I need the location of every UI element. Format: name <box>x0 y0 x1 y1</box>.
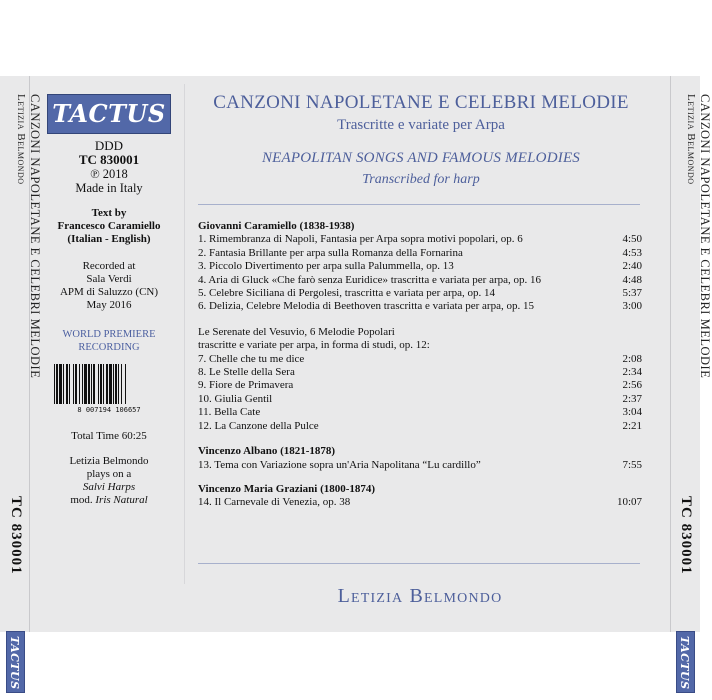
subtitle-english: Transcribed for harp <box>362 172 480 187</box>
text-by <box>42 207 176 246</box>
artist-name: Letizia Belmondo <box>337 585 503 607</box>
track-row <box>198 379 642 392</box>
composer-name: Vincenzo Albano (1821-1878) <box>198 445 336 458</box>
track-duration: 10:07 <box>616 496 642 509</box>
track-title: 4. Aria di Gluck «Che farò senza Euridice» trascritta e variata per arpa, op. 16 <box>198 273 541 286</box>
barcode-bars <box>50 364 168 404</box>
track-listing <box>198 220 642 510</box>
composer-name: Vincenzo Maria Graziani (1800-1874) <box>198 482 376 495</box>
serenate-heading-2: trascritte e variate per arpa, in forma di studi, op. 12: <box>198 339 430 352</box>
catalog-number: TC 830001 <box>78 152 140 167</box>
made-in: Made in Italy <box>75 181 143 195</box>
tactus-logo-text: TACTUS <box>52 99 166 128</box>
barcode-bar <box>106 364 108 404</box>
track-row <box>198 287 642 300</box>
title-italian: CANZONI NAPOLETANE E CELEBRI MELODIE <box>213 92 629 113</box>
barcode <box>50 364 168 404</box>
world-premiere-badge <box>42 328 176 354</box>
track-title: 2. Fantasia Brillante per arpa sulla Romanza della Fornarina <box>198 246 463 259</box>
credit-harp-model: Iris Natural <box>95 494 148 506</box>
barcode-bar <box>103 364 104 404</box>
subtitle-italian: Trascritte e variate per Arpa <box>337 117 505 133</box>
barcode-bar <box>79 364 80 404</box>
recording-info <box>42 260 176 312</box>
phonogram-year: ℗ 2018 <box>90 167 128 181</box>
premiere-line-2: RECORDING <box>78 342 140 353</box>
text-by-languages: (Italian - English) <box>67 233 151 245</box>
track-title: 13. Tema con Variazione sopra un'Aria Napolitana “Lu cardillo” <box>198 458 481 471</box>
barcode-bar <box>93 364 95 404</box>
text-by-name: Francesco Caramiello <box>57 220 161 232</box>
track-title: 10. Giulia Gentil <box>198 392 273 405</box>
track-duration: 3:00 <box>622 300 642 313</box>
spacer <box>198 472 642 483</box>
barcode-bar <box>63 364 64 404</box>
credit-harp-maker: Salvi Harps <box>82 481 136 493</box>
track-title: 11. Bella Cate <box>198 406 261 419</box>
serenate-heading-1: Le Serenate del Vesuvio, 6 Melodie Popolari <box>198 325 395 338</box>
credit-line-1: Letizia Belmondo <box>69 455 149 467</box>
track-row <box>198 393 642 406</box>
barcode-bar <box>88 364 90 404</box>
barcode-bar <box>75 364 77 404</box>
right-spine <box>670 76 712 690</box>
track-title: 8. Le Stelle della Sera <box>198 366 295 379</box>
spine-tactus-logo <box>676 631 695 693</box>
track-row <box>198 247 642 260</box>
barcode-bar <box>84 364 87 404</box>
barcode-bar <box>118 364 119 404</box>
track-duration: 4:53 <box>622 246 642 259</box>
track-row <box>198 353 642 366</box>
spine-catalog-number: TC 830001 <box>678 496 694 575</box>
spacer <box>198 314 642 326</box>
instrument-credit <box>42 455 176 507</box>
title-english: NEAPOLITAN SONGS AND FAMOUS MELODIES <box>261 150 581 166</box>
spine-title-text: CANZONI NAPOLETANE E CELEBRI MELODIE <box>28 94 42 379</box>
track-row <box>198 233 642 246</box>
recorded-label: Recorded at <box>82 260 136 272</box>
spine-title <box>15 94 42 378</box>
recorded-date: May 2016 <box>86 299 132 311</box>
composer-name: Giovanni Caramiello (1838-1938) <box>198 220 355 232</box>
spine-title <box>685 94 712 378</box>
spine-fold-line <box>670 76 671 632</box>
credit-line-2: plays on a <box>86 468 132 480</box>
track-duration: 5:37 <box>622 287 642 300</box>
track-row <box>198 300 642 313</box>
barcode-bar <box>125 364 126 404</box>
text-by-label: Text by <box>91 207 127 219</box>
recorded-venue: Sala Verdi <box>86 273 132 285</box>
premiere-line-1: WORLD PREMIERE <box>62 329 156 340</box>
barcode-bar <box>73 364 74 404</box>
track-duration: 3:04 <box>622 406 642 419</box>
track-row <box>198 260 642 273</box>
track-title: 9. Fiore de Primavera <box>198 379 294 392</box>
track-title: 12. La Canzone della Pulce <box>198 419 319 432</box>
track-row <box>198 420 642 433</box>
ddd-label: DDD <box>94 138 124 153</box>
track-title: 1. Rimembranza di Napoli, Fantasia per Arpa sopra motivi popolari, op. 6 <box>198 233 523 246</box>
barcode-bar <box>59 364 62 404</box>
track-duration: 4:48 <box>622 273 642 286</box>
left-spine <box>0 76 42 690</box>
barcode-bar <box>121 364 122 404</box>
barcode-bar <box>113 364 114 404</box>
total-time: Total Time 60:25 <box>71 430 147 442</box>
barcode-bar <box>82 364 83 404</box>
spine-logo-text: TACTUS <box>678 636 691 690</box>
barcode-digits: 8 007194 106657 <box>77 406 141 414</box>
track-duration: 2:37 <box>622 392 642 405</box>
track-title: 6. Delizia, Celebre Melodia di Beethoven trascritta e variata per arpa, op. 15 <box>198 300 534 313</box>
barcode-bar <box>100 364 102 404</box>
barcode-bar <box>91 364 92 404</box>
info-column <box>42 94 176 507</box>
track-duration: 7:55 <box>622 458 642 471</box>
track-row <box>198 496 642 509</box>
track-title: 7. Chelle che tu me dice <box>198 352 305 365</box>
track-row <box>198 406 642 419</box>
track-duration: 2:34 <box>622 366 642 379</box>
track-row <box>198 459 642 472</box>
tactus-logo <box>47 94 171 134</box>
track-duration: 2:08 <box>622 352 642 365</box>
spine-title-text: CANZONI NAPOLETANE E CELEBRI MELODIE <box>698 94 712 379</box>
barcode-bar <box>98 364 99 404</box>
spacer <box>198 433 642 445</box>
track-duration: 4:50 <box>622 233 642 246</box>
credit-line-4 <box>42 494 176 507</box>
track-duration: 2:40 <box>622 260 642 273</box>
credit-line-3 <box>42 481 176 494</box>
footer-rule <box>198 563 640 564</box>
track-duration: 2:21 <box>622 419 642 432</box>
barcode-bar <box>66 364 68 404</box>
track-row <box>198 274 642 287</box>
column-divider <box>184 84 185 584</box>
barcode-bar <box>115 364 117 404</box>
spine-logo-text: TACTUS <box>8 636 21 690</box>
track-duration: 2:56 <box>622 379 642 392</box>
barcode-bar <box>69 364 70 404</box>
track-title: 14. Il Carnevale di Venezia, op. 38 <box>198 496 351 509</box>
spine-artist: Letizia Belmondo <box>15 94 27 185</box>
recorded-place: APM di Saluzzo (CN) <box>59 286 159 298</box>
barcode-bar <box>109 364 112 404</box>
barcode-bar <box>54 364 55 404</box>
track-title: 5. Celebre Siciliana di Pergolesi, trascritta e variata per arpa, op. 14 <box>198 287 495 300</box>
track-row <box>198 366 642 379</box>
header-rule <box>198 204 640 205</box>
spine-tactus-logo <box>6 631 25 693</box>
credit-model-prefix: mod. <box>70 494 96 506</box>
barcode-bar <box>56 364 58 404</box>
spine-catalog-number: TC 830001 <box>8 496 24 575</box>
track-title: 3. Piccolo Divertimento per arpa sulla Palummella, op. 13 <box>198 260 454 273</box>
spine-artist: Letizia Belmondo <box>685 94 697 185</box>
